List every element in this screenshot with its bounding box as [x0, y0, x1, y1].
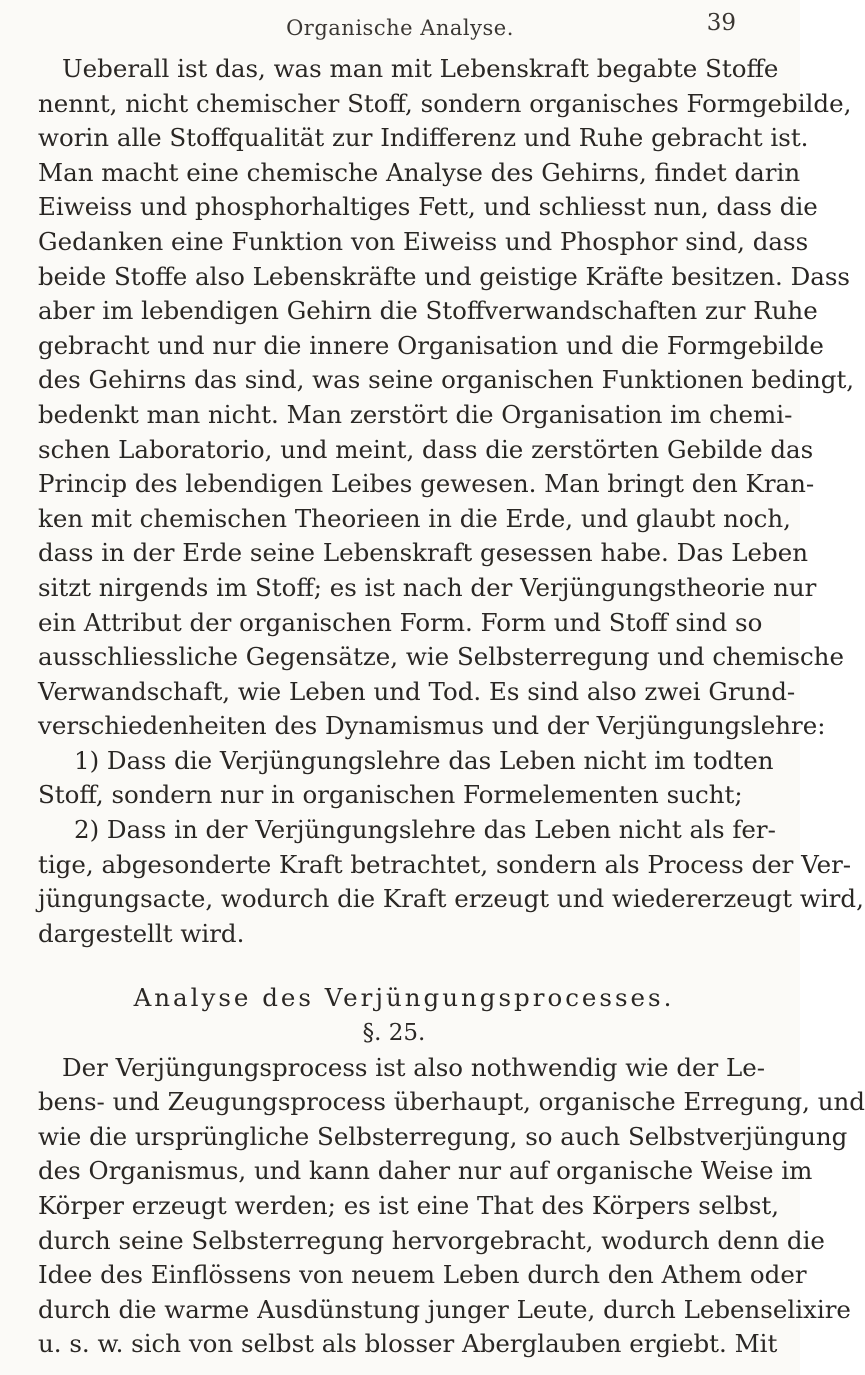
text-line: dass in der Erde seine Lebenskraft gesessen habe. Das Leben [38, 538, 808, 568]
text-line: bens- und Zeugungsprocess überhaupt, organische Erregung, und [38, 1087, 865, 1117]
text-line: durch die warme Ausdünstung junger Leute, durch Lebenselixire [38, 1294, 851, 1324]
text-line: Gedanken eine Funktion von Eiweiss und Phosphor sind, dass [38, 226, 809, 256]
text-line: ausschliessliche Gegensätze, wie Selbsterregung und chemische [38, 642, 844, 672]
text-line: Körper erzeugt werden; es ist eine That des Körpers selbst, [38, 1191, 780, 1220]
text-line: tige, abgesonderte Kraft betrachtet, sondern als Process der Ver- [38, 849, 852, 879]
text-line: Idee des Einflössens von neuem Leben durch den Athem oder [38, 1260, 807, 1290]
text-line: bedenkt man nicht. Man zerstört die Organisation im chemi- [38, 399, 793, 429]
text-line: worin alle Stoffqualität zur Indifferenz und Ruhe gebracht ist. [38, 123, 809, 153]
text-line: wie die ursprüngliche Selbsterregung, so auch Selbstverjüngung [38, 1121, 848, 1151]
text-line: verschiedenheiten des Dynamismus und der Verjüngungslehre: [38, 711, 826, 741]
list-item [38, 813, 864, 951]
text-line: des Organismus, und kann daher nur auf organische Weise im [38, 1156, 813, 1186]
text-line: beide Stoffe also Lebenskräfte und geistige Kräfte besitzen. Dass [38, 261, 850, 291]
paragraph-1 [38, 52, 855, 744]
text-line: Ueberall ist das, was man mit Lebenskraft begabte Stoffe [62, 54, 779, 83]
text-line: schen Laboratorio, und meint, dass die zerstörten Gebilde das [38, 434, 814, 464]
text-line: dargestellt wird. [38, 918, 245, 948]
text-line: Verwandschaft, wie Leben und Tod. Es sind also zwei Grund- [38, 676, 796, 706]
text-line: gebracht und nur die innere Organisation und die Formgebilde [38, 330, 824, 360]
text-line: aber im lebendigen Gehirn die Stoffverwandschaften zur Ruhe [38, 296, 818, 326]
running-head [0, 8, 800, 42]
text-line: u. s. w. sich von selbst als blosser Aberglauben ergiebt. Mit [38, 1329, 778, 1359]
text-line: nennt, nicht chemischer Stoff, sondern organisches Formgebilde, [38, 88, 852, 118]
section-number: §. 25. [362, 1020, 426, 1047]
text-line: ein Attribut der organischen Form. Form und Stoff sind so [38, 607, 763, 637]
running-title: Organische Analyse. [286, 16, 514, 40]
text-line: durch seine Selbsterregung hervorgebracht, wodurch denn die [38, 1225, 825, 1255]
text-line: Der Verjüngungsprocess ist also nothwendig wie der Le- [62, 1052, 766, 1082]
text-line: 1) Dass die Verjüngungslehre das Leben nicht im todten [74, 745, 774, 775]
section-spacer [38, 951, 750, 981]
section-heading: Analyse des Verjüngungsprocesses. [133, 983, 675, 1013]
text-line: Man macht eine chemische Analyse des Gehirns, findet darin [38, 157, 801, 187]
text-line: 2) Dass in der Verjüngungslehre das Leben nicht als fer- [74, 815, 776, 845]
text-line: Stoff, sondern nur in organischen Formelementen sucht; [38, 780, 743, 810]
text-line: des Gehirns das sind, was seine organischen Funktionen bedingt, [38, 365, 855, 395]
text-line: Eiweiss und phosphorhaltiges Fett, und schliesst nun, dass die [38, 192, 818, 222]
text-line: ken mit chemischen Theorieen in die Erde, und glaubt noch, [38, 503, 791, 533]
text-line: sitzt nirgends im Stoff; es ist nach der Verjüngungstheorie nur [38, 572, 817, 602]
text-line: jüngungsacte, wodurch die Kraft erzeugt und wiedererzeugt wird, [38, 884, 864, 914]
list-item [38, 744, 774, 813]
page-number: 39 [706, 10, 736, 36]
body-text [38, 52, 865, 1362]
paragraph-2 [38, 1051, 865, 1362]
text-line: Princip des lebendigen Leibes gewesen. Man bringt den Kran- [38, 469, 815, 499]
